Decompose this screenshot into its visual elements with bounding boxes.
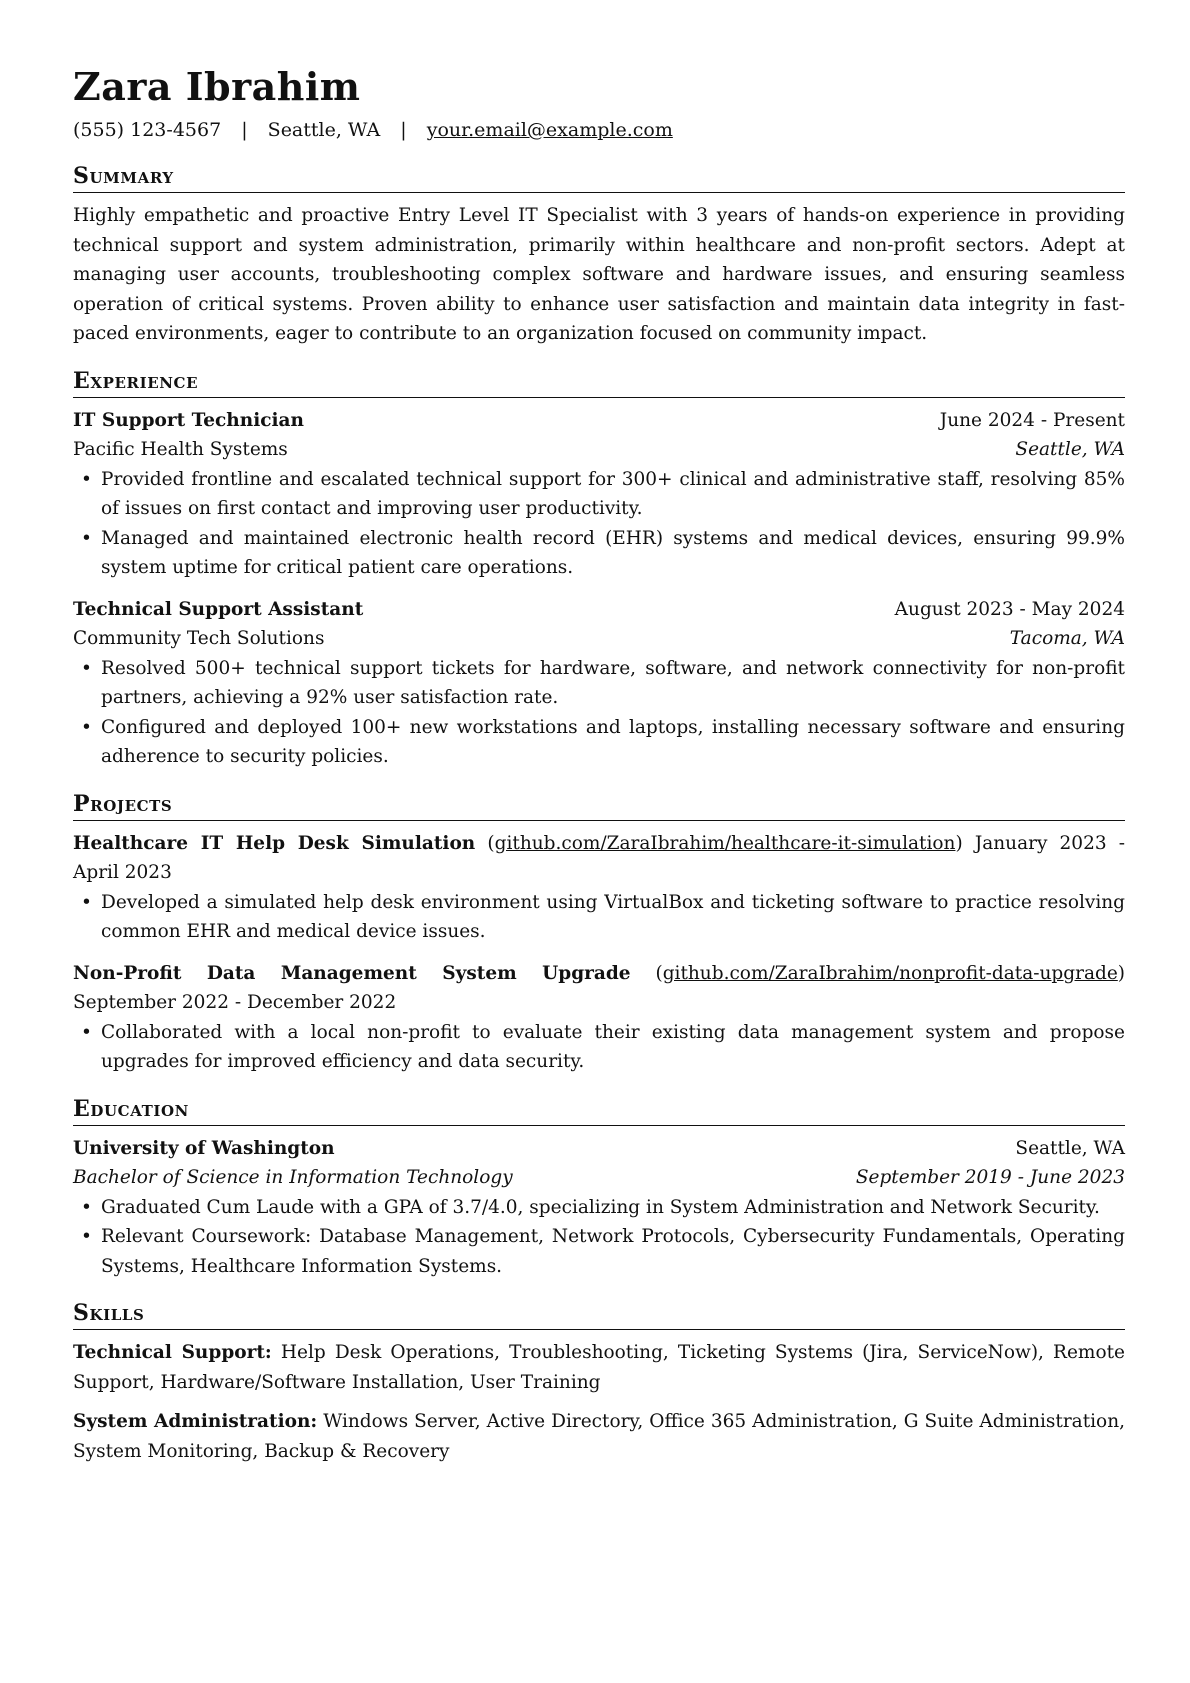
bullet-item: • Graduated Cum Laude with a GPA of 3.7/4.0, specializing in System Administration and Network Security. <box>73 1193 1125 1223</box>
experience-entry <box>73 406 1125 583</box>
project-bullets <box>73 888 1125 947</box>
degree-name: Bachelor of Science in Information Technology <box>73 1167 513 1188</box>
project-dates: January 2023 - April 2023 <box>73 832 1126 883</box>
email-link[interactable]: your.email@example.com <box>426 119 673 141</box>
contact-line <box>73 116 1125 144</box>
company-name: Pacific Health Systems <box>73 439 288 460</box>
job-dates: June 2024 - Present <box>939 409 1125 431</box>
job-location: Seattle, WA <box>1015 439 1125 460</box>
bullet-item: • Managed and maintained electronic health record (EHR) systems and medical devices, ensuring 99.9% system uptime for critical patient care operations. <box>73 524 1125 583</box>
section-title-experience: Experience <box>73 367 1125 398</box>
phone-number: (555) 123-4567 <box>73 119 222 141</box>
bullet-item: • Resolved 500+ technical support tickets for hardware, software, and network connectivity for non-profit partners, achieving a 92% user satisfaction rate. <box>73 654 1125 713</box>
skill-group <box>73 1407 1125 1466</box>
section-title-projects: Projects <box>73 790 1125 821</box>
project-entry <box>73 829 1125 947</box>
project-header: Non-Profit Data Management System Upgrade (github.com/ZaraIbrahim/nonprofit-data-upgrade) September 2022 - December 2022 <box>73 962 1125 1013</box>
summary-section <box>73 162 1125 349</box>
project-name: Healthcare IT Help Desk Simulation <box>73 832 476 854</box>
education-section <box>73 1095 1125 1282</box>
education-dates: September 2019 - June 2023 <box>855 1167 1125 1188</box>
project-entry <box>73 959 1125 1077</box>
skills-section <box>73 1299 1125 1466</box>
school-name: University of Washington <box>73 1137 335 1159</box>
projects-section <box>73 790 1125 1077</box>
experience-section <box>73 367 1125 772</box>
school-location: Seattle, WA <box>1015 1137 1125 1159</box>
education-bullets <box>73 1193 1125 1282</box>
job-title: Technical Support Assistant <box>73 598 364 620</box>
section-title-skills: Skills <box>73 1299 1125 1330</box>
education-header <box>73 1134 1125 1164</box>
contact-separator: | <box>241 119 248 141</box>
job-dates: August 2023 - May 2024 <box>894 598 1125 620</box>
experience-bullets <box>73 465 1125 583</box>
contact-separator: | <box>400 119 407 141</box>
skill-value: Help Desk Operations, Troubleshooting, Ticketing Systems (Jira, ServiceNow), Remote Support, Hardware/Software Installation, User Training <box>73 1342 1125 1393</box>
experience-subheader <box>73 624 1125 654</box>
experience-header <box>73 595 1125 625</box>
bullet-item: • Relevant Coursework: Database Management, Network Protocols, Cybersecurity Fundamentals, Operating Systems, Healthcare Information Systems. <box>73 1222 1125 1281</box>
candidate-name: Zara Ibrahim <box>73 64 361 109</box>
experience-subheader <box>73 435 1125 465</box>
job-location: Tacoma, WA <box>1009 628 1125 649</box>
skill-value: Windows Server, Active Directory, Office 365 Administration, G Suite Administration, System Monitoring, Backup & Recovery <box>73 1411 1125 1462</box>
experience-bullets <box>73 654 1125 772</box>
project-name: Non-Profit Data Management System Upgrade <box>73 962 631 984</box>
experience-entry <box>73 595 1125 772</box>
location: Seattle, WA <box>267 119 381 141</box>
education-subheader <box>73 1163 1125 1193</box>
skill-label: Technical Support: <box>73 1342 272 1363</box>
bullet-item: • Provided frontline and escalated technical support for 300+ clinical and administrative staff, resolving 85% of issues on first contact and improving user productivity. <box>73 465 1125 524</box>
project-link[interactable]: github.com/ZaraIbrahim/nonprofit-data-upgrade <box>662 962 1118 984</box>
project-dates: September 2022 - December 2022 <box>73 992 397 1013</box>
section-title-summary: Summary <box>73 162 1125 193</box>
bullet-item: • Collaborated with a local non-profit to evaluate their existing data management system and propose upgrades for improved efficiency and data security. <box>73 1018 1125 1077</box>
skill-label: System Administration: <box>73 1411 318 1432</box>
summary-text: Highly empathetic and proactive Entry Level IT Specialist with 3 years of hands-on experience in providing technical support and system administration, primarily within healthcare and non-profit sectors. Adept at managing user accounts, troubleshooting complex software and hardware issues, and ensuring seamless operation of critical systems. Proven ability to enhance user satisfaction and maintain data integrity in fast-paced environments, eager to contribute to an organization focused on community impact. <box>73 205 1125 344</box>
company-name: Community Tech Solutions <box>73 628 325 649</box>
experience-header <box>73 406 1125 436</box>
section-title-education: Education <box>73 1095 1125 1126</box>
bullet-item: • Developed a simulated help desk environment using VirtualBox and ticketing software to practice resolving common EHR and medical device issues. <box>73 888 1125 947</box>
project-header: Healthcare IT Help Desk Simulation (github.com/ZaraIbrahim/healthcare-it-simulation) January 2023 - April 2023 <box>73 832 1126 883</box>
bullet-item: • Configured and deployed 100+ new workstations and laptops, installing necessary software and ensuring adherence to security policies. <box>73 713 1125 772</box>
resume-content <box>73 62 1125 1476</box>
project-link[interactable]: github.com/ZaraIbrahim/healthcare-it-simulation <box>494 832 956 854</box>
job-title: IT Support Technician <box>73 409 304 431</box>
project-bullets <box>73 1018 1125 1077</box>
skill-group <box>73 1338 1125 1397</box>
